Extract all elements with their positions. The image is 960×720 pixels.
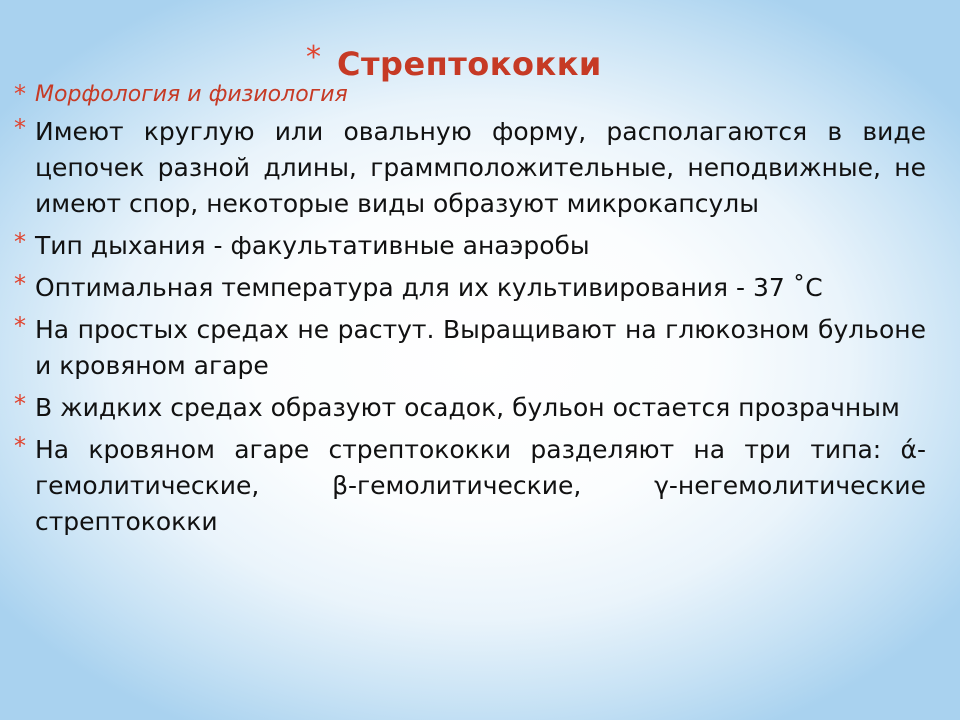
title-text: Стрептококки [337, 45, 602, 83]
list-item-text: На простых средах не растут. Выращивают на глюкозном бульоне и кровяном агаре [35, 315, 926, 380]
list-item [14, 228, 926, 264]
subtitle-item [14, 80, 926, 110]
list-item-text: Тип дыхания - факультативные анаэробы [35, 231, 590, 260]
list-item [14, 432, 926, 540]
bullet-icon: * [14, 312, 26, 340]
bullet-icon: * [14, 432, 26, 460]
bullet-icon: * [14, 114, 26, 142]
bullet-icon: * [14, 228, 26, 256]
bullet-icon: * [14, 390, 26, 418]
list-item-text: Оптимальная температура для их культивирования - 37 ˚С [35, 273, 823, 302]
subtitle-text: Морфология и физиология [35, 82, 348, 107]
bullet-icon: * [14, 80, 26, 108]
list-item [14, 312, 926, 384]
list-item-text: На кровяном агаре стрептококки разделяют на три типа: ά-гемолитические, β-гемолитические, γ-негемолитические стрептококки [35, 435, 926, 536]
bullet-list [14, 80, 926, 540]
list-item-text: В жидких средах образуют осадок, бульон остается прозрачным [35, 393, 900, 422]
list-item-text: Имеют круглую или овальную форму, располагаются в виде цепочек разной длины, граммположительные, неподвижные, не имеют спор, некоторые виды образуют микрокапсулы [35, 117, 926, 218]
title-bullet-icon: * [306, 40, 321, 75]
list-item [14, 270, 926, 306]
list-item [14, 390, 926, 426]
list-item [14, 114, 926, 222]
bullet-icon: * [14, 270, 26, 298]
